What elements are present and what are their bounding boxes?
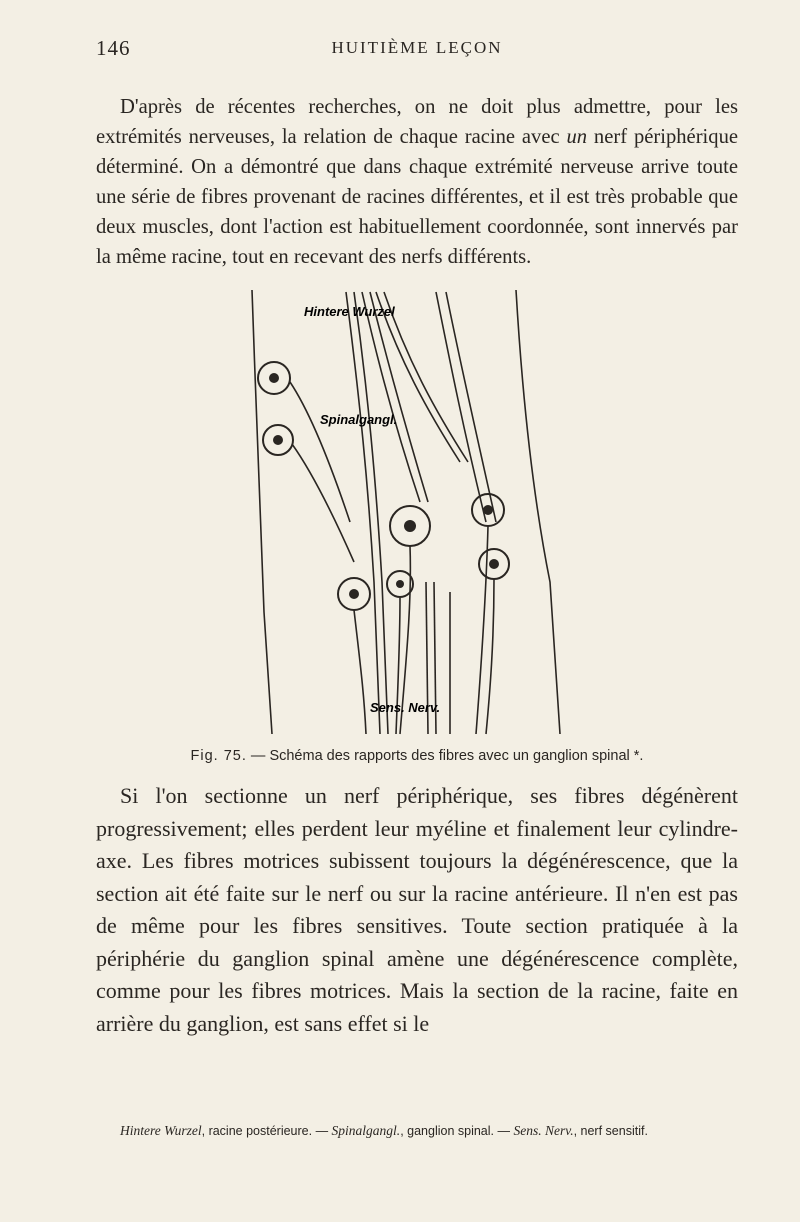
footnote-def-1: , racine postérieure. — <box>201 1124 332 1138</box>
root-fibre-2 <box>354 292 388 734</box>
paragraph-1 <box>96 92 738 272</box>
cell-nucleus-right-lower <box>489 559 499 569</box>
cell-nucleus-lower-center <box>396 580 404 588</box>
running-title: HUITIÈME LEÇON <box>331 38 503 57</box>
cell-axon-right-lower <box>486 579 494 734</box>
root-fibre-3 <box>362 292 420 502</box>
paragraph-1-end: nerf périphérique déterminé. On a démontré que dans chaque extrémité nerveuse arrive toute une série de fibres provenant de racines différentes, et il est très probable que deux muscles, dont l'action est habituellement coordonnée, sont innervés par la même racine, tout en recevant des nerfs différents. <box>96 126 739 268</box>
cell-nucleus-left-middle <box>273 435 283 445</box>
paragraph-1-emphasis: un <box>566 126 588 148</box>
root-fibre-7 <box>436 292 486 522</box>
footnote-def-2: , ganglion spinal. — <box>400 1124 514 1138</box>
cell-nucleus-lower-left <box>349 589 359 599</box>
page-number: 146 <box>96 36 131 60</box>
footnote-term-3: Sens. Nerv. <box>513 1123 574 1138</box>
footnote-def-3: , nerf sensitif. <box>573 1124 648 1138</box>
cell-axon-left-2 <box>292 444 354 562</box>
cell-axon-right-upper <box>476 526 488 734</box>
spinal-ganglion-schematic <box>250 282 570 740</box>
figure-label-middle: Spinalgangl. <box>320 412 398 427</box>
footnote-term-2: Spinalgangl. <box>331 1123 401 1138</box>
figure-caption <box>96 748 738 764</box>
cell-nucleus-left-top <box>269 373 279 383</box>
cell-nucleus-right-upper <box>483 505 493 515</box>
caption-text: — Schéma des rapports des fibres avec un ganglion spinal *. <box>246 748 644 764</box>
root-fibre-4 <box>370 292 428 502</box>
footnote <box>120 1122 740 1140</box>
figure-label-top: Hintere Wurzel <box>304 304 395 319</box>
paragraph-1-start: D'après de récentes recherches, on ne doit plus admettre, pour les extrémités nerveuses, la relation de chaque racine avec <box>96 96 738 148</box>
paragraph-2: Si l'on sectionne un nerf périphérique, ses fibres dégénèrent progressivement; elles perdent leur myéline et finalement leur cylindre-axe. Les fibres motrices subissent toujours la dégénérescence, que la section ait été faite sur le nerf ou sur la racine antérieure. Il n'en est pas de même pour les fibres sensitives. Toute section pratiquée à la périphérie du ganglion spinal amène une dégénérescence complète, comme pour les fibres motrices. Mais la section de la racine, faite en arrière du ganglion, est sans effet si le <box>96 783 738 1036</box>
footnote-term-1: Hintere Wurzel <box>120 1123 202 1138</box>
cell-axon-left-1 <box>290 382 350 522</box>
cell-axon-lower-left <box>354 610 366 734</box>
root-fibre-6 <box>384 292 468 462</box>
sheath-left-line <box>252 290 272 734</box>
cell-nucleus-central <box>404 520 416 532</box>
root-fibre-8 <box>446 292 496 522</box>
page-header <box>96 32 738 72</box>
sheath-right-line <box>516 290 560 734</box>
figure-label-bottom: Sens. Nerv. <box>370 700 441 715</box>
spinal-ganglion-figure <box>250 282 570 740</box>
figure-number: Fig. 75. <box>190 748 247 764</box>
